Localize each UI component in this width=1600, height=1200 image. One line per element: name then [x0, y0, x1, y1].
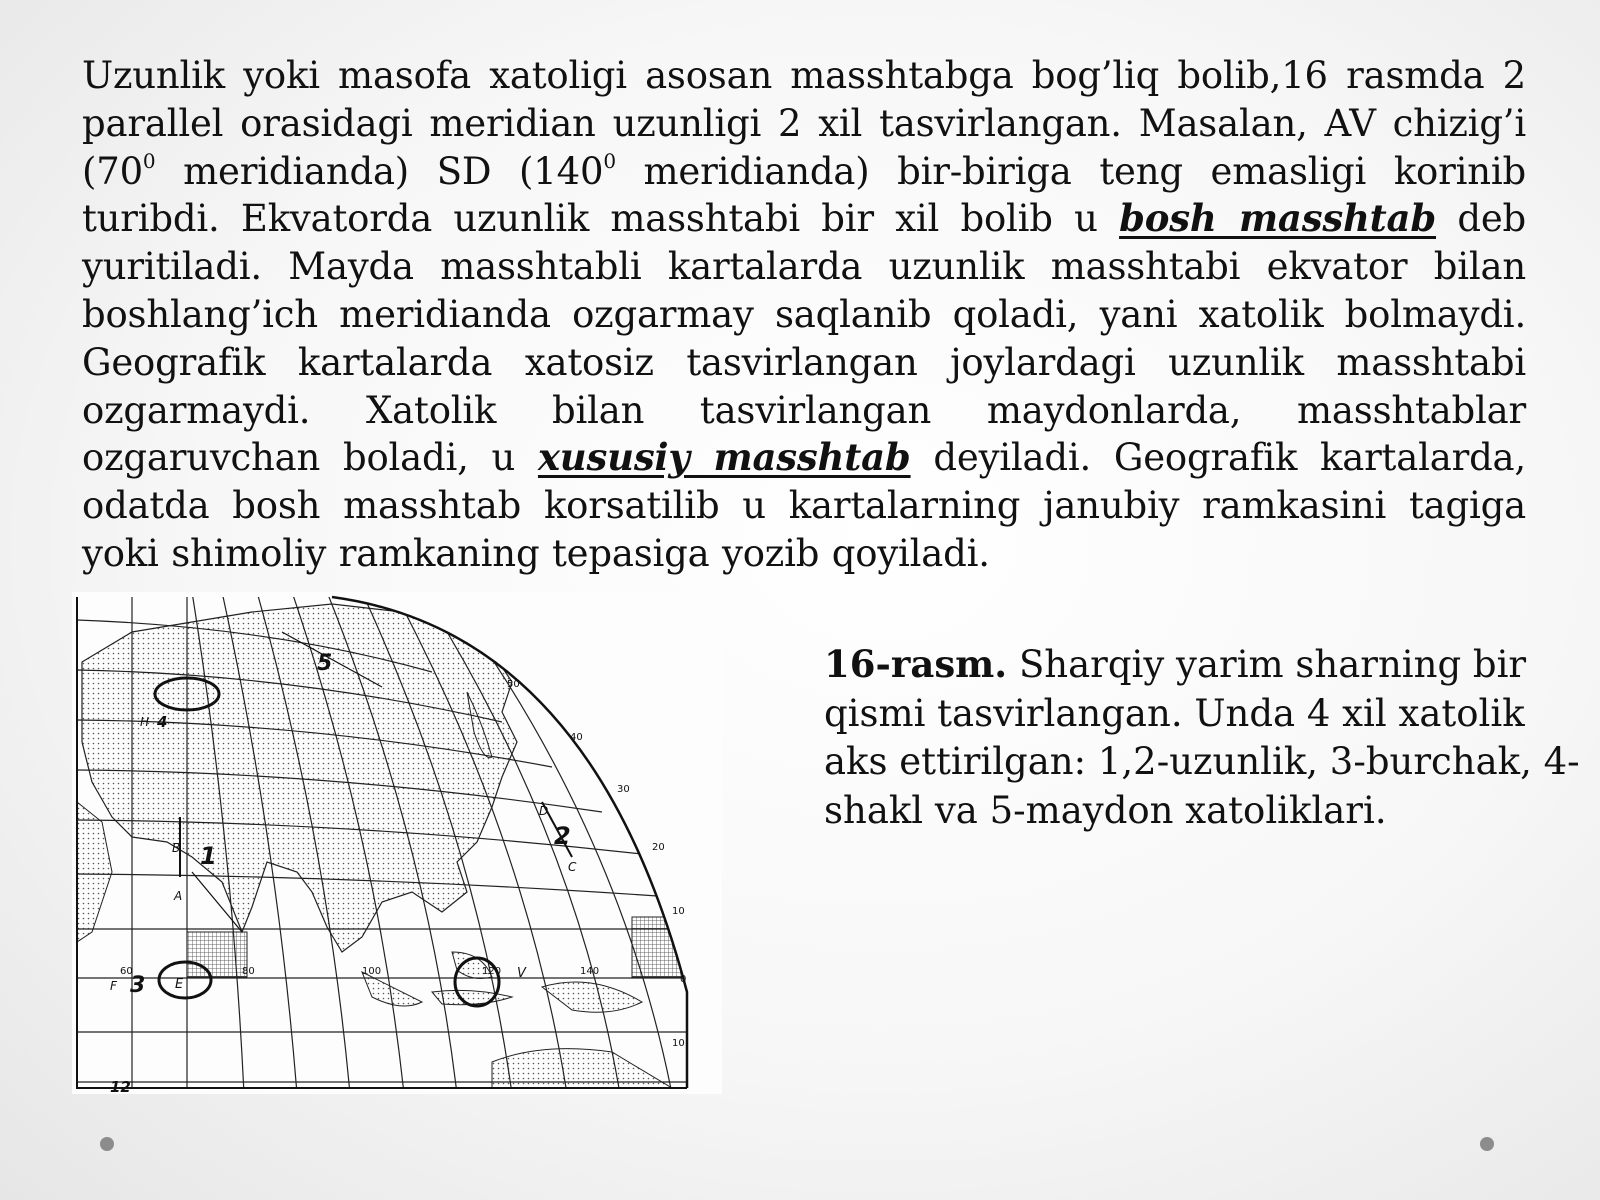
- degree-superscript: 0: [142, 149, 156, 174]
- slide-bullet-dot-left: [100, 1137, 114, 1151]
- map-label-letter: D: [539, 804, 549, 818]
- latitude-label: 20: [652, 842, 665, 853]
- paragraph-text: meridianda) SD (140: [155, 149, 604, 193]
- map-label-letter: H: [140, 715, 150, 729]
- latitude-label: 10: [672, 906, 685, 917]
- term-bosh-masshtab: bosh masshtab: [1119, 196, 1437, 241]
- longitude-label: 60: [120, 966, 133, 977]
- map-label-letter: E: [175, 977, 184, 992]
- latitude-label: 40: [570, 732, 583, 743]
- latitude-label: 50: [507, 679, 520, 690]
- latitude-label: 0: [680, 974, 687, 985]
- paragraph-text: meridianda) bir-biriga teng emasligi korinib turibdi. Ekvatorda uzunlik masshtabi bir xil bolib u: [82, 149, 1526, 241]
- map-label-number: 4: [157, 713, 168, 731]
- degree-superscript: 0: [603, 149, 616, 174]
- longitude-label: 100: [362, 966, 382, 977]
- paragraph-text: deb yuritiladi. Mayda masshtabli kartalarda uzunlik masshtabi ekvator bilan boshlang’ich meridianda ozgarmay saqlanib qoladi, yani xatolik bolmaydi. Geografik kartalarda xatosiz tasvirlangan joylardagi uzunlik masshtabi ozgarmaydi. Xatolik bilan tasvirlangan maydonlarda, masshtablar ozgaruvchan boladi, u: [82, 197, 1527, 480]
- map-label-letter: B: [172, 841, 181, 855]
- map-label-letter: V: [517, 966, 526, 981]
- term-xususiy-masshtab: xususiy masshtab: [537, 435, 911, 480]
- latitude-label: 10: [672, 1038, 685, 1049]
- latitude-label: 30: [617, 784, 630, 795]
- map-label-number: 3: [130, 973, 146, 998]
- longitude-label: 80: [242, 966, 255, 977]
- map-label-number: 12: [110, 1078, 131, 1094]
- map-label-number: 5: [317, 651, 333, 676]
- caption-label: 16-rasm.: [824, 642, 1008, 686]
- slide-bullet-dot-right: [1480, 1137, 1494, 1151]
- map-label-letter: F: [110, 979, 117, 993]
- projection-map-figure: [72, 592, 722, 1094]
- paragraph-text: deyiladi. Geografik kartalarda, odatda bosh masshtab korsatilib u kartalarning janubiy ramkasini tagiga yoki shimoliy ramkaning tepasiga yozib qoyiladi.: [82, 436, 1526, 575]
- caption-text: Sharqiy yarim sharning bir qismi tasvirlangan. Unda 4 xil xatolik aks ettirilgan: 1,2-uzunlik, 3-burchak, 4-shakl va 5-maydon xatoliklari.: [824, 643, 1580, 832]
- map-label-number: 1: [200, 842, 217, 870]
- area-distortion-box-left: [187, 932, 247, 977]
- longitude-label: 120: [482, 966, 502, 977]
- figure-caption: [824, 640, 1584, 835]
- body-paragraph: [82, 52, 1526, 578]
- map-label-letter: A: [174, 889, 183, 903]
- paragraph-text: Uzunlik yoki masofa xatoligi asosan masshtabga bog’liq bolib,16 rasmda 2 parallel orasidagi meridian uzunligi 2 xil tasvirlangan. Masalan, AV chizig’i (70: [82, 54, 1526, 193]
- map-label-letter: C: [568, 860, 577, 874]
- map-label-number: 2: [554, 822, 571, 850]
- longitude-label: 140: [580, 966, 600, 977]
